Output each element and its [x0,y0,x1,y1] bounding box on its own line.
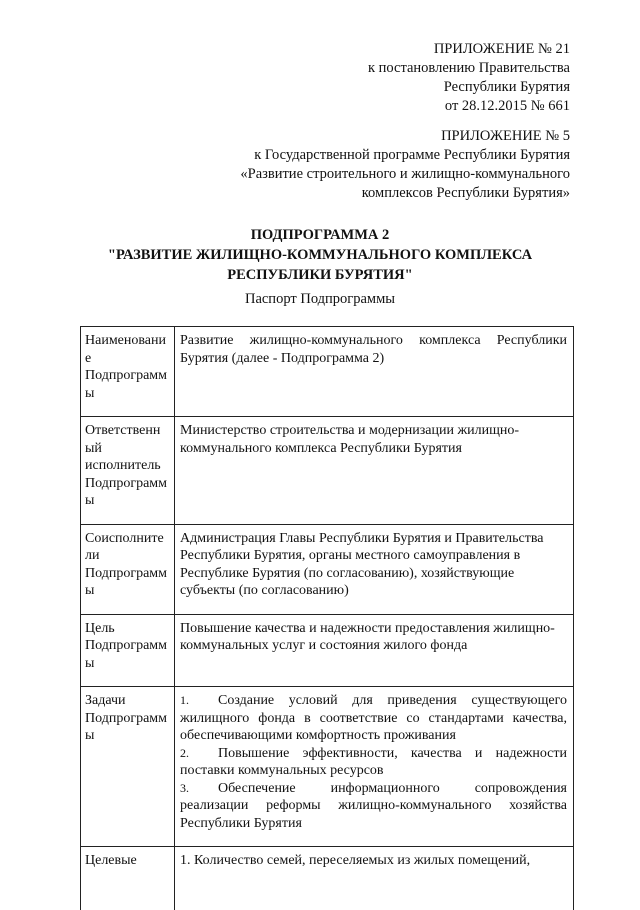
table-row [81,327,574,417]
row-label: Целевые [81,847,175,910]
row-label: Задачи Подпрограмм ы [81,687,175,847]
row-value: Развитие жилищно-коммунального комплекса Республики Бурятия (далее - Подпрограмма 2) [175,327,574,417]
appendix-5-line2: к Государственной программе Республики Бурятия [254,147,570,163]
passport-table [80,326,574,910]
row-label: Наименовани е Подпрограмм ы [81,327,175,417]
appendix-21-header [368,40,570,116]
table-row [81,524,574,614]
row-value: Министерство строительства и модернизации жилищно-коммунального комплекса Республики Бурятия [175,417,574,525]
task-item: 3. Обеспечение информационного сопровождения реализации реформы жилищно-коммунального хозяйства Республики Бурятия [180,780,567,831]
subprogram-title-line3: РЕСПУБЛИКИ БУРЯТИЯ" [227,267,413,283]
row-label: Соисполните ли Подпрограмм ы [81,524,175,614]
row-value: 1. Количество семей, переселяемых из жилых помещений, [175,847,574,910]
table-row [81,847,574,910]
row-value-tasks [175,687,574,847]
subprogram-title-line1: ПОДПРОГРАММА 2 [250,227,390,243]
row-label: Цель Подпрограмм ы [81,614,175,687]
row-label: Ответственн ый исполнитель Подпрограмм ы [81,417,175,525]
appendix-21-line2: к постановлению Правительства [368,60,570,76]
row-value: Администрация Главы Республики Бурятия и Правительства Республики Бурятия, органы местного самоуправления в Республике Бурятия (по согласованию), хозяйствующие субъекты (по согласованию) [175,524,574,614]
appendix-5-header [240,127,570,203]
task-item: 1. Создание условий для приведения существующего жилищного фонда в соответствие со стандартами качества, обеспечивающими комфортность проживания [180,693,567,743]
passport-heading: Паспорт Подпрограммы [244,291,396,307]
table-row [81,687,574,847]
appendix-5-line3: «Развитие строительного и жилищно-коммунального [240,166,570,182]
subprogram-title-line2: "РАЗВИТИЕ ЖИЛИЩНО-КОММУНАЛЬНОГО КОМПЛЕКСА [107,247,533,263]
appendix-5-title: ПРИЛОЖЕНИЕ № 5 [441,128,570,144]
appendix-21-title: ПРИЛОЖЕНИЕ № 21 [433,41,570,57]
subprogram-title [0,225,640,285]
table-row [81,614,574,687]
row-value: Повышение качества и надежности предоставления жилищно-коммунальных услуг и состояния жилого фонда [175,614,574,687]
appendix-21-date: от 28.12.2015 № 661 [444,98,570,114]
appendix-5-line4: комплексов Республики Бурятия» [361,185,570,201]
table-row [81,417,574,525]
task-item: 2. Повышение эффективности, качества и надежности поставки коммунальных ресурсов [180,745,567,778]
appendix-21-line3: Республики Бурятия [443,79,570,95]
